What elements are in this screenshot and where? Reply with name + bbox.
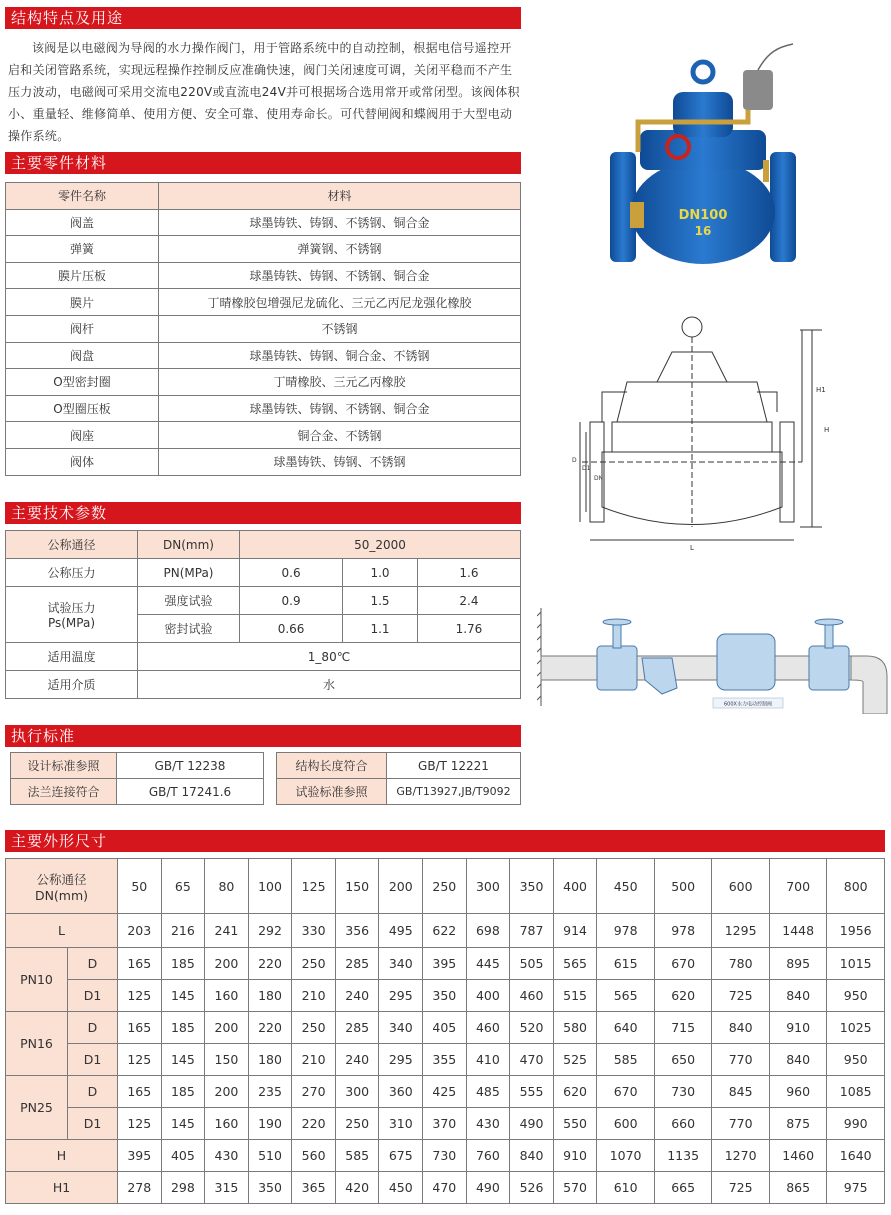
dim-value: 100 xyxy=(248,859,292,914)
dim-value: 340 xyxy=(379,1012,423,1044)
dims-H-label: H xyxy=(6,1140,118,1172)
dim-value: 190 xyxy=(248,1108,292,1140)
dim-value: 865 xyxy=(769,1172,827,1204)
dim-value: 840 xyxy=(510,1140,554,1172)
dim-value: 675 xyxy=(379,1140,423,1172)
dim-value: 840 xyxy=(769,1044,827,1076)
dim-value: 185 xyxy=(161,1012,205,1044)
dimensions-table xyxy=(5,858,885,1204)
dim-value: 526 xyxy=(510,1172,554,1204)
dim-value: 356 xyxy=(335,914,379,948)
drawing-label-dn: DN xyxy=(594,475,604,482)
dim-value: 1270 xyxy=(712,1140,770,1172)
dim-value: 180 xyxy=(248,980,292,1012)
dim-value: 960 xyxy=(769,1076,827,1108)
dim-value: 950 xyxy=(827,980,885,1012)
dim-value: 950 xyxy=(827,1044,885,1076)
dim-value: 250 xyxy=(335,1108,379,1140)
gate-valve-right xyxy=(809,646,849,690)
dim-value: 220 xyxy=(248,1012,292,1044)
dim-value: 285 xyxy=(335,1012,379,1044)
dim-value: 495 xyxy=(379,914,423,948)
dim-value: 585 xyxy=(597,1044,655,1076)
part-material: 丁晴橡胶包增强尼龙硫化、三元乙丙尼龙强化橡胶 xyxy=(159,289,521,316)
dim-value: 1460 xyxy=(769,1140,827,1172)
dim-value: 330 xyxy=(292,914,336,948)
dim-value: 725 xyxy=(712,1172,770,1204)
install-caption: 600X水力电动控制阀 xyxy=(724,701,772,708)
dim-value: 395 xyxy=(423,948,467,980)
dim-value: 185 xyxy=(161,1076,205,1108)
dim-value: 220 xyxy=(292,1108,336,1140)
standard-label: 法兰连接符合 xyxy=(11,779,117,805)
table-row xyxy=(6,395,521,422)
dim-value: 525 xyxy=(553,1044,597,1076)
dim-value: 787 xyxy=(510,914,554,948)
dim-value: 300 xyxy=(466,859,510,914)
dim-value: 585 xyxy=(335,1140,379,1172)
standard-label: 试验标准参照 xyxy=(277,779,387,805)
dim-value: 203 xyxy=(118,914,162,948)
dim-value: 670 xyxy=(654,948,712,980)
table-row xyxy=(6,342,521,369)
tech-seal-value: 1.1 xyxy=(343,615,418,643)
dim-value: 460 xyxy=(466,1012,510,1044)
dim-value: 485 xyxy=(466,1076,510,1108)
materials-header-name: 零件名称 xyxy=(6,183,159,210)
tech-pn-value: 1.0 xyxy=(343,559,418,587)
dim-value: 298 xyxy=(161,1172,205,1204)
dim-value: 460 xyxy=(510,980,554,1012)
tech-params-table xyxy=(5,530,521,699)
dim-value: 780 xyxy=(712,948,770,980)
table-row xyxy=(6,262,521,289)
dim-value: 665 xyxy=(654,1172,712,1204)
section-title-features: 结构特点及用途 xyxy=(5,7,521,29)
standards-table-right xyxy=(276,752,521,805)
part-name: O型密封圈 xyxy=(6,369,159,396)
dim-value: 150 xyxy=(205,1044,249,1076)
tech-strength-value: 2.4 xyxy=(417,587,520,615)
dim-value: 350 xyxy=(248,1172,292,1204)
standard-value: GB/T13927,JB/T9092 xyxy=(387,779,521,805)
dim-value: 80 xyxy=(205,859,249,914)
dim-value: 1085 xyxy=(827,1076,885,1108)
dim-value: 250 xyxy=(423,859,467,914)
gate-valve-left xyxy=(597,646,637,690)
drawing-label-d1: D1 xyxy=(582,465,591,472)
solenoid-icon xyxy=(743,70,773,110)
dim-value: 310 xyxy=(379,1108,423,1140)
dim-value: 505 xyxy=(510,948,554,980)
dim-value: 875 xyxy=(769,1108,827,1140)
dim-value: 600 xyxy=(712,859,770,914)
dim-value: 430 xyxy=(205,1140,249,1172)
section-title-standards: 执行标准 xyxy=(5,725,521,747)
dim-value: 200 xyxy=(205,948,249,980)
part-material: 球墨铸铁、铸钢、铜合金、不锈钢 xyxy=(159,342,521,369)
part-name: 阀盘 xyxy=(6,342,159,369)
tech-medium-value: 水 xyxy=(138,671,521,699)
dims-H1-label: H1 xyxy=(6,1172,118,1204)
dim-value: 600 xyxy=(597,1108,655,1140)
dim-value: 1295 xyxy=(712,914,770,948)
dim-value: 770 xyxy=(712,1108,770,1140)
materials-header-material: 材料 xyxy=(159,183,521,210)
tech-seal-value: 1.76 xyxy=(417,615,520,643)
table-row xyxy=(6,448,521,475)
valve-cover xyxy=(673,92,733,137)
dim-value: 580 xyxy=(553,1012,597,1044)
dim-value: 65 xyxy=(161,859,205,914)
dims-D1-label: D1 xyxy=(68,980,118,1012)
part-material: 弹簧钢、不锈钢 xyxy=(159,236,521,263)
dim-value: 405 xyxy=(161,1140,205,1172)
tech-seal-value: 0.66 xyxy=(240,615,343,643)
dim-value: 355 xyxy=(423,1044,467,1076)
pipe xyxy=(541,656,851,680)
dims-group-label: PN25 xyxy=(6,1076,68,1140)
lifting-eye xyxy=(693,62,713,82)
dim-value: 50 xyxy=(118,859,162,914)
dim-value: 470 xyxy=(423,1172,467,1204)
dim-value: 445 xyxy=(466,948,510,980)
dim-value: 180 xyxy=(248,1044,292,1076)
table-row xyxy=(6,315,521,342)
standards-table-left xyxy=(10,752,264,805)
dims-D-label: D xyxy=(68,1076,118,1108)
dim-value: 565 xyxy=(553,948,597,980)
drawing-label-h1: H1 xyxy=(816,386,826,394)
dim-value: 650 xyxy=(654,1044,712,1076)
dim-value: 216 xyxy=(161,914,205,948)
dims-D1-label: D1 xyxy=(68,1108,118,1140)
dim-value: 550 xyxy=(553,1108,597,1140)
dim-value: 800 xyxy=(827,859,885,914)
dim-value: 285 xyxy=(335,948,379,980)
dim-value: 730 xyxy=(654,1076,712,1108)
dim-value: 840 xyxy=(769,980,827,1012)
dim-value: 220 xyxy=(248,948,292,980)
dim-value: 490 xyxy=(510,1108,554,1140)
part-name: 阀座 xyxy=(6,422,159,449)
dims-D-label: D xyxy=(68,1012,118,1044)
dim-value: 500 xyxy=(654,859,712,914)
dim-value: 365 xyxy=(292,1172,336,1204)
tech-test-label xyxy=(6,587,138,643)
dim-value: 270 xyxy=(292,1076,336,1108)
tech-temp-value: 1_80℃ xyxy=(138,643,521,671)
dim-value: 125 xyxy=(292,859,336,914)
tech-dn-range: 50_2000 xyxy=(240,531,521,559)
dim-value: 622 xyxy=(423,914,467,948)
dim-value: 845 xyxy=(712,1076,770,1108)
dim-value: 125 xyxy=(118,1044,162,1076)
dim-value: 1025 xyxy=(827,1012,885,1044)
dim-value: 300 xyxy=(335,1076,379,1108)
valve-badge: DN100 xyxy=(678,208,728,223)
dim-value: 450 xyxy=(597,859,655,914)
dim-value: 295 xyxy=(379,1044,423,1076)
table-row xyxy=(6,422,521,449)
dim-value: 235 xyxy=(248,1076,292,1108)
tech-pn-value: 1.6 xyxy=(417,559,520,587)
control-valve xyxy=(717,634,775,690)
dim-value: 770 xyxy=(712,1044,770,1076)
dim-value: 241 xyxy=(205,914,249,948)
dim-value: 730 xyxy=(423,1140,467,1172)
dim-value: 250 xyxy=(292,1012,336,1044)
dim-value: 185 xyxy=(161,948,205,980)
dim-value: 145 xyxy=(161,1044,205,1076)
dim-value: 430 xyxy=(466,1108,510,1140)
drawing-label-h: H xyxy=(824,426,830,434)
standard-value: GB/T 12221 xyxy=(387,753,521,779)
dims-D-label: D xyxy=(68,948,118,980)
section-title-dimensions: 主要外形尺寸 xyxy=(5,830,885,852)
section-title-tech: 主要技术参数 xyxy=(5,502,521,524)
part-name: 弹簧 xyxy=(6,236,159,263)
tech-dn-unit: DN(mm) xyxy=(138,531,240,559)
standard-label: 结构长度符合 xyxy=(277,753,387,779)
dim-value: 292 xyxy=(248,914,292,948)
part-name: 阀杆 xyxy=(6,315,159,342)
valve-badge-2: 16 xyxy=(694,224,712,238)
tech-test-unit: Ps(MPa) xyxy=(47,616,96,630)
dim-value: 150 xyxy=(335,859,379,914)
part-material: 球墨铸铁、铸钢、不锈钢、铜合金 xyxy=(159,262,521,289)
dim-value: 975 xyxy=(827,1172,885,1204)
dim-value: 360 xyxy=(379,1076,423,1108)
dim-value: 370 xyxy=(423,1108,467,1140)
dim-value: 570 xyxy=(553,1172,597,1204)
standard-value: GB/T 12238 xyxy=(117,753,264,779)
part-name: 阀体 xyxy=(6,448,159,475)
tech-strength-value: 0.9 xyxy=(240,587,343,615)
dim-value: 670 xyxy=(597,1076,655,1108)
dim-value: 700 xyxy=(769,859,827,914)
dim-value: 895 xyxy=(769,948,827,980)
dim-value: 978 xyxy=(597,914,655,948)
dim-value: 470 xyxy=(510,1044,554,1076)
tech-pn-value: 0.6 xyxy=(240,559,343,587)
dim-value: 565 xyxy=(597,980,655,1012)
part-name: 阀盖 xyxy=(6,209,159,236)
drawing-label-l: L xyxy=(690,544,694,552)
dim-value: 520 xyxy=(510,1012,554,1044)
dim-value: 420 xyxy=(335,1172,379,1204)
dim-value: 840 xyxy=(712,1012,770,1044)
part-name: O型圈压板 xyxy=(6,395,159,422)
dim-value: 340 xyxy=(379,948,423,980)
tech-dn-label: 公称通径 xyxy=(6,531,138,559)
tech-pn-label: 公称压力 xyxy=(6,559,138,587)
part-material: 球墨铸铁、铸钢、不锈钢、铜合金 xyxy=(159,209,521,236)
part-material: 不锈钢 xyxy=(159,315,521,342)
valve-photo xyxy=(598,42,808,272)
part-material: 铜合金、不锈钢 xyxy=(159,422,521,449)
dims-dn-label-text: 公称通径 xyxy=(36,871,87,887)
part-material: 丁晴橡胶、三元乙丙橡胶 xyxy=(159,369,521,396)
dim-value: 315 xyxy=(205,1172,249,1204)
dim-value: 490 xyxy=(466,1172,510,1204)
dim-value: 620 xyxy=(654,980,712,1012)
dim-value: 615 xyxy=(597,948,655,980)
tech-strength-label: 强度试验 xyxy=(138,587,240,615)
dim-value: 250 xyxy=(292,948,336,980)
table-row xyxy=(6,209,521,236)
dim-value: 715 xyxy=(654,1012,712,1044)
tech-seal-label: 密封试验 xyxy=(138,615,240,643)
dim-value: 990 xyxy=(827,1108,885,1140)
dim-value: 410 xyxy=(466,1044,510,1076)
dim-value: 1640 xyxy=(827,1140,885,1172)
dim-value: 425 xyxy=(423,1076,467,1108)
dim-value: 350 xyxy=(423,980,467,1012)
dim-value: 610 xyxy=(597,1172,655,1204)
dim-value: 395 xyxy=(118,1140,162,1172)
dims-dn-label xyxy=(6,859,118,914)
dim-value: 1956 xyxy=(827,914,885,948)
dim-value: 240 xyxy=(335,980,379,1012)
dim-value: 914 xyxy=(553,914,597,948)
dim-value: 350 xyxy=(510,859,554,914)
dim-value: 145 xyxy=(161,980,205,1012)
dim-value: 515 xyxy=(553,980,597,1012)
dim-value: 620 xyxy=(553,1076,597,1108)
dim-value: 1070 xyxy=(597,1140,655,1172)
dim-value: 145 xyxy=(161,1108,205,1140)
dim-value: 450 xyxy=(379,1172,423,1204)
dims-group-label: PN10 xyxy=(6,948,68,1012)
dim-value: 760 xyxy=(466,1140,510,1172)
dim-value: 278 xyxy=(118,1172,162,1204)
standard-value: GB/T 17241.6 xyxy=(117,779,264,805)
dim-value: 555 xyxy=(510,1076,554,1108)
tech-strength-value: 1.5 xyxy=(343,587,418,615)
dim-value: 400 xyxy=(553,859,597,914)
dim-value: 400 xyxy=(466,980,510,1012)
dim-value: 165 xyxy=(118,948,162,980)
dims-L-label: L xyxy=(6,914,118,948)
installation-diagram xyxy=(537,608,889,714)
dim-value: 1015 xyxy=(827,948,885,980)
drawing-label-d: D xyxy=(572,457,577,464)
dim-value: 1135 xyxy=(654,1140,712,1172)
dim-value: 978 xyxy=(654,914,712,948)
dim-value: 240 xyxy=(335,1044,379,1076)
part-material: 球墨铸铁、铸钢、不锈钢、铜合金 xyxy=(159,395,521,422)
dim-value: 160 xyxy=(205,1108,249,1140)
tech-temp-label: 适用温度 xyxy=(6,643,138,671)
dims-group-label: PN16 xyxy=(6,1012,68,1076)
dim-value: 1448 xyxy=(769,914,827,948)
dim-value: 210 xyxy=(292,980,336,1012)
dim-value: 200 xyxy=(205,1076,249,1108)
dim-value: 165 xyxy=(118,1076,162,1108)
table-row xyxy=(6,369,521,396)
section-title-materials: 主要零件材料 xyxy=(5,152,521,174)
dim-value: 910 xyxy=(553,1140,597,1172)
dim-value: 200 xyxy=(379,859,423,914)
dim-value: 160 xyxy=(205,980,249,1012)
dim-value: 560 xyxy=(292,1140,336,1172)
dim-value: 165 xyxy=(118,1012,162,1044)
dim-value: 200 xyxy=(205,1012,249,1044)
dim-value: 210 xyxy=(292,1044,336,1076)
dims-dn-unit: DN(mm) xyxy=(34,887,89,903)
dim-value: 405 xyxy=(423,1012,467,1044)
technical-drawing xyxy=(572,312,832,552)
dim-value: 295 xyxy=(379,980,423,1012)
dim-value: 910 xyxy=(769,1012,827,1044)
dim-value: 698 xyxy=(466,914,510,948)
standard-label: 设计标准参照 xyxy=(11,753,117,779)
materials-table xyxy=(5,182,521,476)
dim-value: 510 xyxy=(248,1140,292,1172)
dim-value: 125 xyxy=(118,980,162,1012)
tech-medium-label: 适用介质 xyxy=(6,671,138,699)
brass-fitting xyxy=(630,202,644,228)
dim-value: 640 xyxy=(597,1012,655,1044)
part-name: 膜片压板 xyxy=(6,262,159,289)
dim-value: 725 xyxy=(712,980,770,1012)
tech-pn-unit: PN(MPa) xyxy=(138,559,240,587)
part-name: 膜片 xyxy=(6,289,159,316)
dim-value: 125 xyxy=(118,1108,162,1140)
dim-value: 660 xyxy=(654,1108,712,1140)
strainer-icon xyxy=(642,658,677,694)
table-row xyxy=(6,236,521,263)
part-material: 球墨铸铁、铸钢、不锈钢 xyxy=(159,448,521,475)
tech-test-label-text: 试验压力 xyxy=(47,601,96,615)
intro-paragraph: 该阀是以电磁阀为导阀的水力操作阀门，用于管路系统中的自动控制，根据电信号遥控开启和关闭管路系统，实现远程操作控制反应准确快速，阀门关闭速度可调，关闭平稳而不产生压力波动，电磁阀可采用交流电220V或直流电24V并可根据场合选用常开或常闭型。该阀体积小、重量轻、维修简单、使用方便、安全可靠、使用寿命长。可代替闸阀和蝶阀用于大型电动操作系统。 xyxy=(8,41,520,143)
dims-D1-label: D1 xyxy=(68,1044,118,1076)
table-row xyxy=(6,289,521,316)
